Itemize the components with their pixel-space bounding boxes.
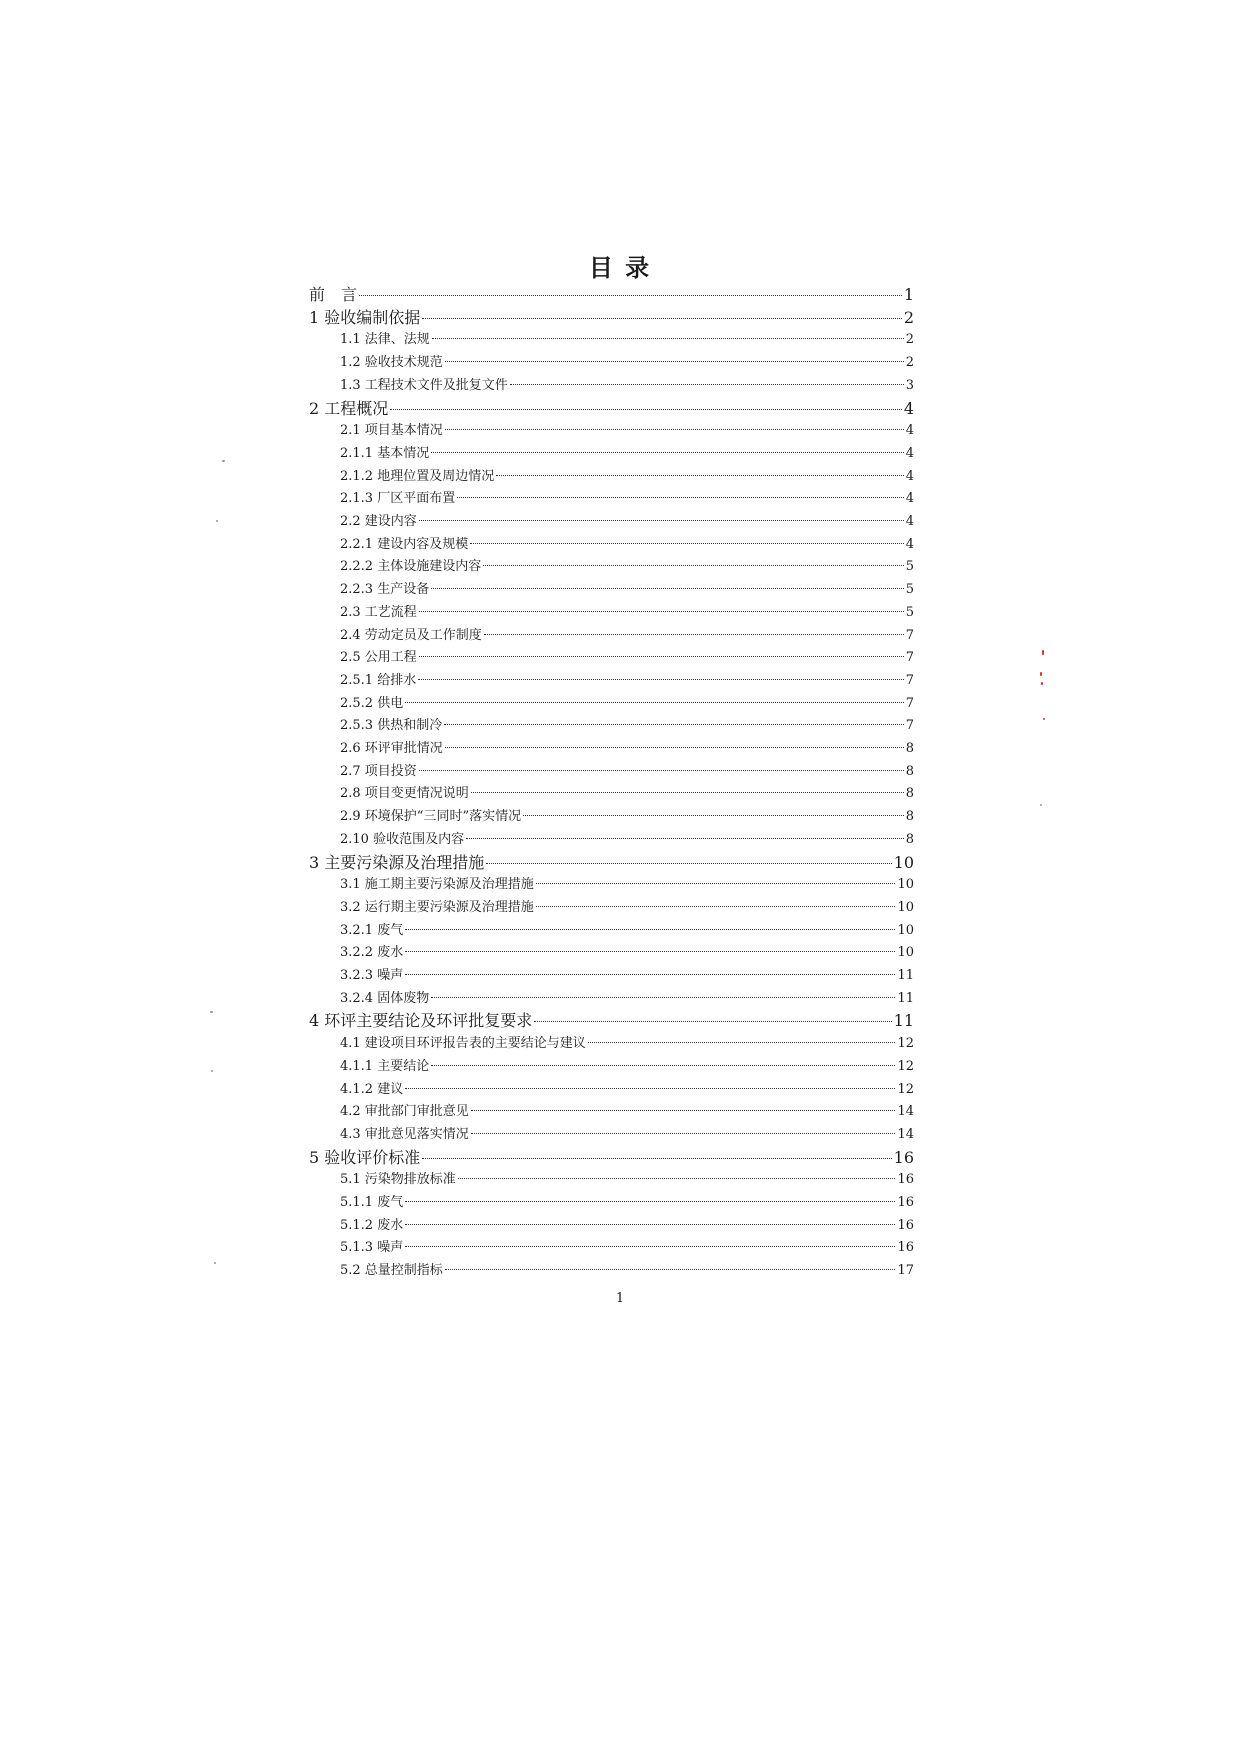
toc-entry-label: 2.1 项目基本情况 (340, 423, 443, 438)
toc-entry[interactable] (340, 693, 914, 715)
toc-entry-page: 1 (903, 285, 914, 304)
toc-leader-dots (405, 929, 895, 930)
toc-entry-label: 2.5.1 给排水 (340, 673, 417, 688)
toc-leader-dots (471, 792, 904, 793)
toc-entry-label: 4 环评主要结论及环评批复要求 (309, 1011, 533, 1030)
toc-entry-label: 4.1 建设项目环评报告表的主要结论与建议 (340, 1036, 586, 1051)
scan-speck (1040, 672, 1042, 676)
toc-entry[interactable] (340, 1260, 914, 1282)
toc-entry-page: 5 (905, 559, 914, 574)
toc-entry-page: 8 (905, 786, 914, 801)
toc-entry[interactable] (340, 920, 914, 942)
toc-entry-page: 2 (905, 332, 914, 347)
toc-entry[interactable] (340, 761, 914, 783)
toc-entry[interactable] (340, 1033, 914, 1055)
toc-entry-page: 3 (905, 378, 914, 393)
toc-leader-dots (405, 1201, 895, 1202)
toc-entry[interactable] (340, 488, 914, 510)
toc-entry-label: 2.6 环评审批情况 (340, 741, 443, 756)
toc-entry-label: 2.1.2 地理位置及周边情况 (340, 469, 495, 484)
toc-leader-dots (419, 770, 904, 771)
toc-entry-page: 7 (905, 628, 914, 643)
scan-speck (214, 1262, 216, 1264)
toc-entry[interactable] (309, 307, 914, 329)
toc-entry-label: 5.1.3 噪声 (340, 1240, 404, 1255)
toc-leader-dots (405, 951, 895, 952)
toc-leader-dots (418, 679, 904, 680)
toc-entry-page: 16 (897, 1172, 914, 1187)
toc-entry[interactable] (340, 1169, 914, 1191)
toc-entry-page: 12 (897, 1082, 914, 1097)
toc-entry-page: 12 (897, 1036, 914, 1051)
toc-leader-dots (483, 565, 904, 566)
toc-entry-page: 4 (905, 514, 914, 529)
toc-title: 目 录 (588, 253, 652, 282)
toc-leader-dots (534, 1021, 891, 1022)
toc-entry-label: 5.1.1 废气 (340, 1195, 404, 1210)
toc-entry-label: 3 主要污染源及治理措施 (309, 853, 485, 872)
toc-entry-page: 7 (905, 696, 914, 711)
toc-leader-dots (536, 906, 896, 907)
toc-leader-dots (431, 452, 904, 453)
toc-leader-dots (523, 815, 904, 816)
scan-speck (210, 1011, 213, 1013)
toc-entry-label: 4.1.2 建议 (340, 1082, 404, 1097)
toc-entry-label: 2.7 项目投资 (340, 764, 417, 779)
toc-entry-page: 10 (897, 877, 914, 892)
toc-entry[interactable] (340, 329, 914, 351)
toc-entry-label: 2 工程概况 (309, 399, 389, 418)
toc-entry-label: 5.1.2 废水 (340, 1218, 404, 1233)
toc-entry[interactable] (340, 1237, 914, 1259)
toc-leader-dots (484, 634, 904, 635)
toc-entry-page: 8 (905, 832, 914, 847)
toc-entry-page: 16 (893, 1148, 914, 1167)
toc-leader-dots (419, 520, 904, 521)
toc-entry[interactable] (340, 1192, 914, 1214)
toc-entry[interactable] (340, 1101, 914, 1123)
toc-entry[interactable] (340, 466, 914, 488)
scan-speck (1040, 804, 1042, 806)
toc-entry[interactable] (340, 874, 914, 896)
scan-speck (1041, 682, 1043, 685)
toc-entry-label: 3.2.4 固体废物 (340, 991, 430, 1006)
toc-leader-dots (457, 497, 904, 498)
toc-entry-label: 3.2.2 废水 (340, 945, 404, 960)
toc-entry-label: 2.2.1 建设内容及规模 (340, 537, 469, 552)
toc-leader-dots (405, 702, 904, 703)
toc-entry-page: 2 (903, 308, 914, 327)
toc-entry-page: 16 (897, 1195, 914, 1210)
toc-leader-dots (470, 543, 904, 544)
toc-entry-page: 12 (897, 1059, 914, 1074)
toc-entry[interactable] (309, 1147, 914, 1169)
toc-leader-dots (432, 338, 904, 339)
toc-entry-label: 3.2.3 噪声 (340, 968, 404, 983)
toc-leader-dots (466, 838, 904, 839)
toc-entry-label: 1.2 验收技术规范 (340, 355, 443, 370)
toc-entry-page: 11 (893, 1011, 914, 1030)
toc-entry-page: 4 (905, 446, 914, 461)
toc-entry-label: 2.4 劳动定员及工作制度 (340, 628, 482, 643)
toc-entry-label: 2.1.1 基本情况 (340, 446, 430, 461)
toc-entry[interactable] (340, 670, 914, 692)
toc-entry[interactable] (340, 647, 914, 669)
scan-speck (1043, 718, 1045, 720)
toc-entry[interactable] (340, 1056, 914, 1078)
toc-leader-dots (405, 1246, 895, 1247)
toc-entry-page: 16 (897, 1240, 914, 1255)
toc-entry[interactable] (340, 556, 914, 578)
toc-entry[interactable] (340, 897, 914, 919)
toc-leader-dots (431, 997, 895, 998)
scan-speck (211, 1070, 213, 1072)
toc-entry[interactable] (340, 965, 914, 987)
toc-leader-dots (486, 863, 891, 864)
toc-leader-dots (419, 611, 904, 612)
toc-entry[interactable] (340, 715, 914, 737)
toc-leader-dots (588, 1042, 896, 1043)
toc-entry[interactable] (340, 579, 914, 601)
toc-entry[interactable] (340, 1215, 914, 1237)
toc-entry-label: 2.2.2 主体设施建设内容 (340, 559, 482, 574)
toc-entry-page: 4 (905, 423, 914, 438)
toc-leader-dots (445, 429, 904, 430)
toc-entry[interactable] (340, 1079, 914, 1101)
toc-entry-page: 8 (905, 741, 914, 756)
toc-entry-label: 3.2 运行期主要污染源及治理措施 (340, 900, 534, 915)
toc-entry[interactable] (309, 398, 914, 420)
toc-entry-label: 4.2 审批部门审批意见 (340, 1104, 469, 1119)
toc-leader-dots (445, 1269, 896, 1270)
toc-entry-label: 2.3 工艺流程 (340, 605, 417, 620)
toc-entry-label: 5 验收评价标准 (309, 1148, 421, 1167)
toc-entry[interactable] (340, 783, 914, 805)
toc-entry-page: 10 (893, 853, 914, 872)
toc-entry-label: 1 验收编制依据 (309, 308, 421, 327)
toc-entry[interactable] (340, 625, 914, 647)
toc-leader-dots (431, 1065, 895, 1066)
toc-entry[interactable] (340, 511, 914, 533)
toc-entry-page: 14 (897, 1127, 914, 1142)
toc-entry-page: 8 (905, 764, 914, 779)
toc-entry-label: 前 言 (309, 285, 358, 304)
toc-entry[interactable] (309, 284, 914, 306)
toc-entry[interactable] (340, 420, 914, 442)
toc-entry-label: 3.1 施工期主要污染源及治理措施 (340, 877, 534, 892)
toc-entry-page: 11 (897, 991, 914, 1006)
toc-entry[interactable] (340, 829, 914, 851)
toc-entry[interactable] (309, 852, 914, 874)
toc-leader-dots (431, 588, 904, 589)
toc-entry[interactable] (340, 352, 914, 374)
toc-leader-dots (405, 1224, 895, 1225)
toc-entry-page: 10 (897, 945, 914, 960)
toc-entry-page: 16 (897, 1218, 914, 1233)
toc-leader-dots (390, 409, 902, 410)
toc-leader-dots (422, 1158, 891, 1159)
toc-leader-dots (458, 1178, 896, 1179)
toc-entry[interactable] (309, 1010, 914, 1032)
toc-entry-label: 2.1.3 厂区平面布置 (340, 491, 456, 506)
scan-speck (222, 460, 225, 462)
toc-entry[interactable] (340, 602, 914, 624)
toc-entry-page: 17 (897, 1263, 914, 1278)
toc-leader-dots (359, 295, 902, 296)
toc-entry-page: 5 (905, 605, 914, 620)
toc-entry-label: 2.2.3 生产设备 (340, 582, 430, 597)
toc-entry[interactable] (340, 534, 914, 556)
toc-entry-label: 5.2 总量控制指标 (340, 1263, 443, 1278)
toc-entry-label: 5.1 污染物排放标准 (340, 1172, 456, 1187)
toc-leader-dots (445, 361, 904, 362)
toc-entry[interactable] (340, 988, 914, 1010)
toc-entry[interactable] (340, 1124, 914, 1146)
toc-entry-page: 10 (897, 900, 914, 915)
toc-entry-label: 2.5.3 供热和制冷 (340, 718, 443, 733)
toc-entry-label: 4.3 审批意见落实情况 (340, 1127, 469, 1142)
toc-entry[interactable] (340, 942, 914, 964)
toc-leader-dots (471, 1110, 896, 1111)
toc-entry-label: 1.3 工程技术文件及批复文件 (340, 378, 508, 393)
toc-leader-dots (471, 1133, 896, 1134)
toc-entry-label: 2.10 验收范围及内容 (340, 832, 465, 847)
toc-leader-dots (405, 1088, 895, 1089)
toc-entry-label: 2.5 公用工程 (340, 650, 417, 665)
toc-leader-dots (445, 747, 904, 748)
toc-entry-page: 10 (897, 923, 914, 938)
toc-entry-label: 4.1.1 主要结论 (340, 1059, 430, 1074)
toc-entry-page: 14 (897, 1104, 914, 1119)
toc-leader-dots (444, 724, 904, 725)
toc-entry-page: 5 (905, 582, 914, 597)
toc-entry-label: 2.8 项目变更情况说明 (340, 786, 469, 801)
scan-speck (216, 520, 218, 522)
toc-leader-dots (536, 883, 896, 884)
toc-entry-page: 4 (905, 469, 914, 484)
toc-entry-page: 4 (905, 537, 914, 552)
toc-entry-page: 7 (905, 650, 914, 665)
toc-entry-page: 2 (905, 355, 914, 370)
toc-leader-dots (422, 318, 902, 319)
toc-leader-dots (405, 974, 895, 975)
toc-entry-label: 1.1 法律、法规 (340, 332, 430, 347)
toc-entry[interactable] (340, 806, 914, 828)
toc-entry[interactable] (340, 738, 914, 760)
toc-entry-page: 11 (897, 968, 914, 983)
toc-entry-page: 4 (905, 491, 914, 506)
page-number: 1 (615, 1291, 625, 1306)
toc-entry-page: 7 (905, 718, 914, 733)
toc-entry-label: 2.2 建设内容 (340, 514, 417, 529)
scan-speck (1042, 650, 1044, 655)
toc-leader-dots (419, 656, 904, 657)
toc-entry-page: 7 (905, 673, 914, 688)
toc-entry-page: 8 (905, 809, 914, 824)
toc-leader-dots (510, 384, 904, 385)
toc-entry[interactable] (340, 375, 914, 397)
toc-entry-label: 3.2.1 废气 (340, 923, 404, 938)
toc-entry-page: 4 (903, 399, 914, 418)
toc-leader-dots (496, 475, 904, 476)
toc-entry-label: 2.9 环境保护“三同时”落实情况 (340, 809, 522, 824)
toc-entry-label: 2.5.2 供电 (340, 696, 404, 711)
toc-entry[interactable] (340, 443, 914, 465)
